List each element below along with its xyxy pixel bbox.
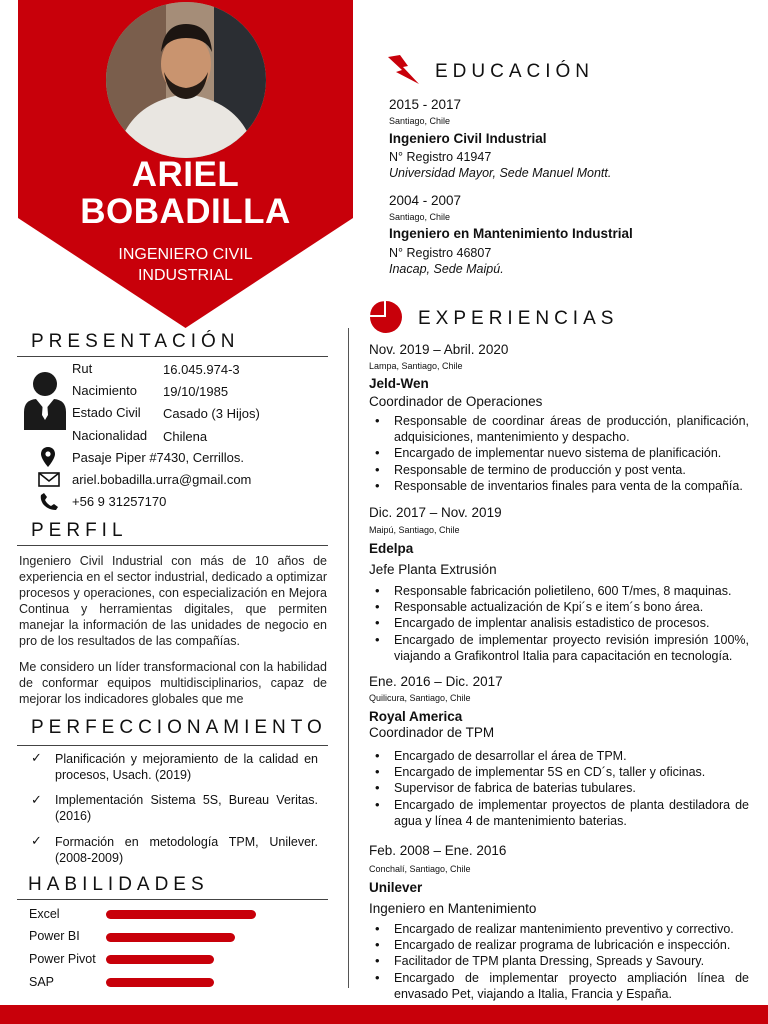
course-item: Formación en metodología TPM, Unilever. (2008-2009) bbox=[55, 835, 318, 865]
job-bullet: • Encargado de implementar nuevo sistema de planificación. bbox=[369, 445, 749, 461]
perfil-heading: PERFIL bbox=[31, 520, 128, 541]
estado-civil-label: Estado Civil bbox=[72, 405, 141, 420]
job-bullet: • Encargado de implementar proyectos de planta destiladora de agua y línea 4 de mantenimiento baterias. bbox=[369, 797, 749, 829]
perfeccionamiento-heading: PERFECCIONAMIENTO bbox=[31, 717, 327, 738]
skill-label: SAP bbox=[29, 975, 55, 989]
edu-degree: Ingeniero Civil Industrial bbox=[389, 131, 547, 146]
job-role: Coordinador de Operaciones bbox=[369, 394, 543, 409]
candidate-name bbox=[18, 156, 353, 230]
job-company: Jeld-Wen bbox=[369, 376, 429, 391]
check-icon: ✓ bbox=[31, 750, 42, 765]
person-icon bbox=[22, 370, 68, 430]
job-bullet: • Encargado de realizar mantenimiento preventivo y correctivo. bbox=[369, 921, 749, 937]
job-bullet: • Facilitador de TPM planta Dressing, Spreads y Savoury. bbox=[369, 953, 749, 969]
check-icon: ✓ bbox=[31, 833, 42, 848]
job-company: Royal America bbox=[369, 709, 463, 724]
nacionalidad-value: Chilena bbox=[163, 429, 208, 444]
edu-dates: 2015 - 2017 bbox=[389, 97, 462, 112]
envelope-icon bbox=[38, 472, 60, 487]
perfil-rule bbox=[17, 545, 328, 546]
first-name: ARIEL bbox=[131, 155, 240, 194]
job-title bbox=[18, 244, 353, 286]
footer-bar bbox=[0, 1005, 768, 1024]
perfeccionamiento-rule bbox=[17, 745, 328, 746]
edu-school: Universidad Mayor, Sede Manuel Montt. bbox=[389, 166, 612, 180]
course-item: Implementación Sistema 5S, Bureau Veritas. (2016) bbox=[55, 793, 318, 823]
job-dates: Feb. 2008 – Ene. 2016 bbox=[369, 843, 507, 858]
job-title-line2: INDUSTRIAL bbox=[137, 267, 234, 284]
job-bullet: • Encargado de implentar analisis estadistico de procesos. bbox=[369, 615, 749, 631]
presentacion-heading: PRESENTACIÓN bbox=[31, 331, 240, 352]
habilidades-rule bbox=[17, 899, 328, 900]
experiencias-heading: EXPERIENCIAS bbox=[418, 308, 619, 329]
skill-bar bbox=[106, 933, 235, 942]
job-role: Jefe Planta Extrusión bbox=[369, 562, 497, 577]
job-place: Maipú, Santiago, Chile bbox=[369, 525, 460, 535]
habilidades-heading: HABILIDADES bbox=[28, 874, 209, 895]
skill-bar bbox=[106, 910, 256, 919]
job-bullet: • Encargado de desarrollar el área de TPM. bbox=[369, 748, 749, 764]
job-bullet: • Encargado de implementar proyecto revisión impresión 100%, viajando a Grafikontrol Italia para capacitación en tecnología. bbox=[369, 632, 749, 664]
presentacion-rule bbox=[17, 356, 328, 357]
job-bullets bbox=[369, 748, 749, 829]
skill-label: Excel bbox=[29, 907, 60, 921]
course-item: Planificación y mejoramiento de la calidad en procesos, Usach. (2019) bbox=[55, 752, 318, 782]
job-bullet: • Responsable de inventarios finales para venta de la compañía. bbox=[369, 478, 749, 494]
job-bullets bbox=[369, 413, 749, 494]
estado-civil-value: Casado (3 Hijos) bbox=[163, 406, 260, 421]
educacion-heading: EDUCACIÓN bbox=[435, 61, 595, 82]
job-dates: Nov. 2019 – Abril. 2020 bbox=[369, 342, 509, 357]
rut-label: Rut bbox=[72, 361, 93, 376]
job-dates: Dic. 2017 – Nov. 2019 bbox=[369, 505, 502, 520]
job-bullet: • Encargado de implementar proyecto ampliación línea de envasado Pet, viajando a Italia, Francia y España. bbox=[369, 970, 749, 1002]
job-company: Edelpa bbox=[369, 541, 414, 556]
address-text: Pasaje Piper #7430, Cerrillos. bbox=[72, 450, 244, 465]
job-place: Lampa, Santiago, Chile bbox=[369, 361, 463, 371]
job-bullets bbox=[369, 583, 749, 664]
job-place: Conchalí, Santiago, Chile bbox=[369, 864, 471, 874]
edu-dates: 2004 - 2007 bbox=[389, 193, 462, 208]
job-bullet: • Responsable de coordinar áreas de producción, planificación, adquisiciones, mantenimiento y despacho. bbox=[369, 413, 749, 445]
rut-value: 16.045.974-3 bbox=[163, 362, 240, 377]
job-role: Ingeniero en Mantenimiento bbox=[369, 901, 537, 916]
last-name: BOBADILLA bbox=[80, 192, 291, 231]
job-dates: Ene. 2016 – Dic. 2017 bbox=[369, 674, 503, 689]
skill-bar bbox=[106, 955, 214, 964]
perfil-paragraph-1: Ingeniero Civil Industrial con más de 10 años de experiencia en el sector industrial, dedicado a optimizar procesos y operaciones, con especialización en Mejora Continua y herramientas digitales, que permiten manejar la información de las unidades de negocio en pro de los resultados de las compañías. bbox=[19, 554, 327, 648]
edu-place: Santiago, Chile bbox=[389, 116, 451, 126]
column-divider bbox=[348, 328, 349, 988]
check-icon: ✓ bbox=[31, 792, 42, 807]
edu-registro: N° Registro 46807 bbox=[389, 246, 492, 260]
job-title-line1: INGENIERO CIVIL bbox=[118, 246, 253, 263]
job-company: Unilever bbox=[369, 880, 423, 895]
profile-photo bbox=[106, 2, 266, 158]
phone-number: +56 9 31257170 bbox=[72, 494, 167, 509]
job-bullet: • Encargado de realizar programa de lubricación e inspección. bbox=[369, 937, 749, 953]
skill-label: Power BI bbox=[29, 929, 80, 943]
lightning-icon bbox=[386, 55, 420, 85]
job-bullet: • Responsable fabricación polietileno, 600 T/mes, 8 maquinas. bbox=[369, 583, 749, 599]
skill-label: Power Pivot bbox=[29, 952, 96, 966]
nacionalidad-label: Nacionalidad bbox=[72, 428, 148, 443]
skill-bar bbox=[106, 978, 214, 987]
phone-icon bbox=[40, 492, 59, 511]
job-bullet: • Encargado de implementar 5S en CD´s, taller y oficinas. bbox=[369, 764, 749, 780]
job-bullet: • Supervisor de fabrica de baterias tubulares. bbox=[369, 780, 749, 796]
job-bullets bbox=[369, 921, 749, 1002]
edu-school: Inacap, Sede Maipú. bbox=[389, 262, 504, 276]
job-bullet: • Responsable de termino de producción y post venta. bbox=[369, 462, 749, 478]
job-role: Coordinador de TPM bbox=[369, 725, 495, 740]
nacimiento-value: 19/10/1985 bbox=[163, 384, 229, 399]
pie-chart-icon bbox=[369, 300, 403, 334]
nacimiento-label: Nacimiento bbox=[72, 383, 138, 398]
job-place: Quilicura, Santiago, Chile bbox=[369, 693, 471, 703]
job-bullet: • Responsable actualización de Kpi´s e item´s bono área. bbox=[369, 599, 749, 615]
email-link[interactable]: ariel.bobadilla.urra@gmail.com bbox=[72, 472, 252, 487]
edu-place: Santiago, Chile bbox=[389, 212, 451, 222]
perfil-paragraph-2: Me considero un líder transformacional con la habilidad de conformar equipos multidisciplinarios, capaz de mejorar los indicadores globales que me bbox=[19, 660, 327, 706]
location-pin-icon bbox=[40, 447, 56, 467]
edu-degree: Ingeniero en Mantenimiento Industrial bbox=[389, 226, 633, 241]
edu-registro: N° Registro 41947 bbox=[389, 150, 492, 164]
